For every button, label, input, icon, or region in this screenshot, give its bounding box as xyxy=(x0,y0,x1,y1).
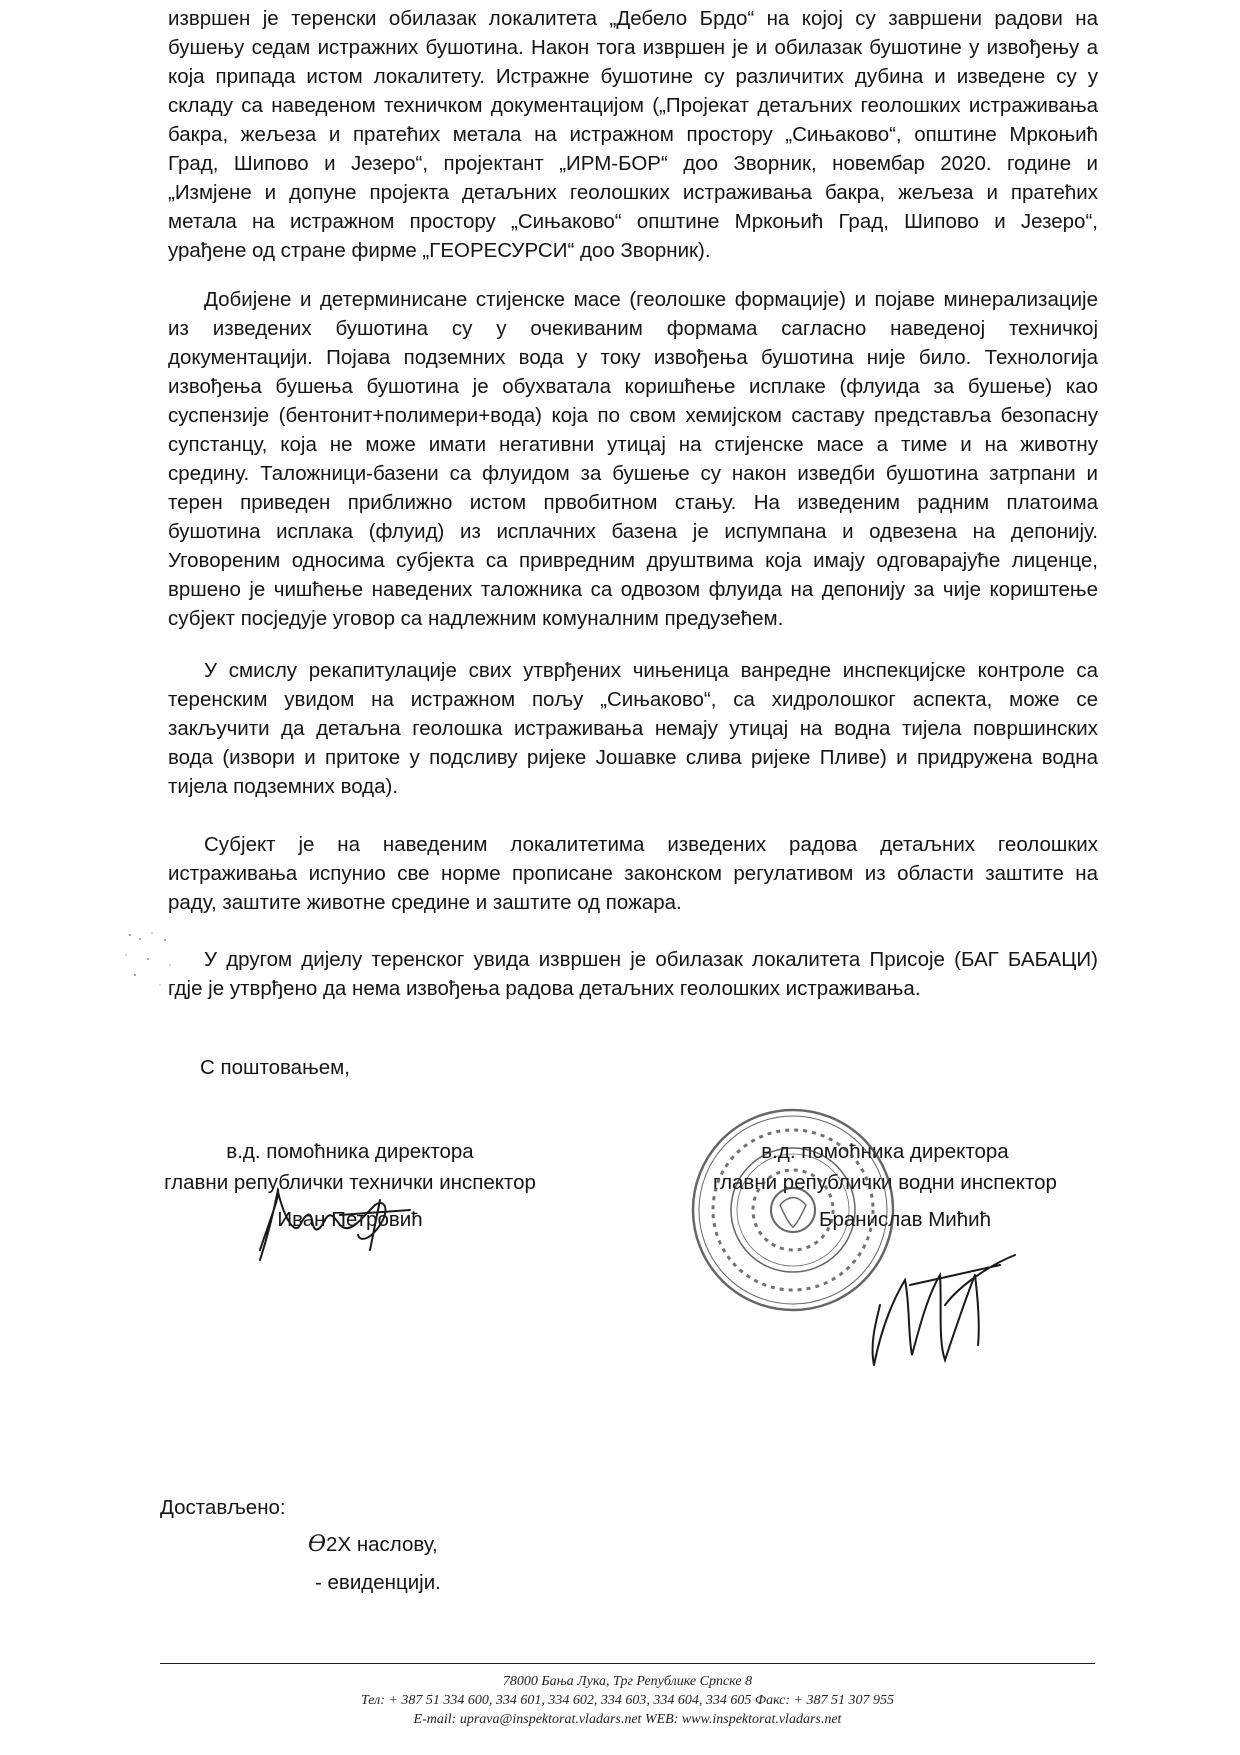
text-line: складу са наведеном техничком документацијом („Пројекат детаљних геолошких истраживања xyxy=(168,94,1098,117)
text-line: вода (извори и притоке у подсливу ријеке Јошавке слива ријеке Пливе) и придружена водна xyxy=(168,746,1098,769)
signatory-role: главни републички водни инспектор xyxy=(713,1171,1057,1194)
text-line: метала на истражном простору „Сињаково“ општине Мркоњић Град, Шипово и Језеро“, xyxy=(168,210,1098,233)
text-line: истраживања испунио све норме прописане законском регулативом из области заштите на xyxy=(168,862,1098,885)
body-paragraph-1 xyxy=(168,4,1098,265)
text-line: извођења бушења бушотина је обухватала коришћење исплаке (флуида за бушење) као xyxy=(168,375,1098,398)
text-line: вршено је чишћење наведених таложника са одвозом флуида на депонију за чије кориштење xyxy=(168,578,1098,601)
text-line: гдје је утврђено да нема извођења радова детаљних геолошких истраживања. xyxy=(168,977,921,1000)
text-line: урађене од стране фирме „ГЕОРЕСУРСИ“ доо Зворник). xyxy=(168,239,711,262)
footer-divider xyxy=(160,1663,1095,1664)
delivery-label: Достављено: xyxy=(160,1496,286,1519)
signatory-title: в.д. помоћника директора xyxy=(226,1140,474,1163)
text-line: терен приведен приближно истом првобитном стању. На изведеним радним платоима xyxy=(168,491,1098,514)
text-line: извршен је теренски обилазак локалитета „Дебело Брдо“ на којој су завршени радови на xyxy=(168,7,1098,30)
text-line: тијела подземних вода). xyxy=(168,775,399,798)
handwritten-mark: ϴ xyxy=(308,1532,327,1557)
text-line: бушотина исплака (флуид) из исплачних базена је испумпана и одвезена на депонију. xyxy=(168,520,1098,543)
text-line: теренским увидом на истражном пољу „Сињаково“, са хидролошког аспекта, може се xyxy=(168,688,1098,711)
text-line: из изведених бушотина су у очекиваним формама сагласно наведеној техничкој xyxy=(168,317,1098,340)
text-line: Субјект је на наведеним локалитетима изведених радова детаљних геолошких xyxy=(204,833,1098,856)
signatory-name: Бранислав Мићић xyxy=(818,1208,991,1231)
text-line: документацији. Појава подземних вода у току извођења бушотина није било. Технологија xyxy=(168,346,1098,369)
signatory-name: Иван Петровић xyxy=(277,1208,423,1231)
text-line: суспензије (бентонит+полимери+вода) која по свом хемијском саставу представља безопасну xyxy=(168,404,1098,427)
text-line: Уговореним односима субјекта са привредним друштвима која имају одговарајуће лиценце, xyxy=(168,549,1098,572)
text-line: У смислу рекапитулације свих утврђених чињеница ванредне инспекцијске контроле са xyxy=(204,659,1098,682)
body-paragraph-2 xyxy=(168,285,1098,633)
body-paragraph-3 xyxy=(168,656,1098,801)
signatory-role: главни републички технички инспектор xyxy=(164,1171,536,1194)
text-line: Добијене и детерминисане стијенске масе (геолошке формације) и појаве минерализације xyxy=(204,288,1098,311)
footer-phones: Тел: + 387 51 334 600, 334 601, 334 602, 334 603, 334 604, 334 605 Факс: + 387 51 307 955 xyxy=(361,1693,894,1708)
delivery-item: ϴ2Х наслову, xyxy=(308,1532,438,1557)
text-line: У другом дијелу теренског увида извршен је обилазак локалитета Присоје (БАГ БАБАЦИ) xyxy=(204,948,1098,971)
text-line: Град, Шипово и Језеро“, пројектант „ИРМ-БОР“ доо Зворник, новембар 2020. године и xyxy=(168,152,1098,175)
footer-web: E-mail: uprava@inspektorat.vladars.net WEB: www.inspektorat.vladars.net xyxy=(413,1712,842,1727)
text-line: „Измјене и допуне пројекта детаљних геолошких истраживања бакра, жељеза и пратећих xyxy=(168,181,1098,204)
footer-address: 78000 Бања Лука, Трг Републике Српске 8 xyxy=(502,1674,753,1689)
scan-noise-dots xyxy=(120,925,190,995)
text-line: раду, заштите животне средине и заштите од пожара. xyxy=(168,891,682,914)
handwritten-signature-left xyxy=(240,1180,430,1270)
body-paragraph-4 xyxy=(168,830,1098,917)
text-line: супстанцу, која не може имати негативни утицај на стијенске масе а тиме и на животну xyxy=(168,433,1098,456)
body-paragraph-5 xyxy=(168,945,1098,1003)
closing-salutation: С поштовањем, xyxy=(200,1056,350,1079)
text-line: која припада истом локалитету. Истражне бушотине су различитих дубина и изведене су у xyxy=(168,65,1098,88)
text-line: бушењу седам истражних бушотина. Након тога извршен је и обилазак бушотине у извођењу а xyxy=(168,36,1098,59)
text-line: субјект посједује уговор са надлежним комуналним предузећем. xyxy=(168,607,784,630)
text-line: закључити да детаљна геолошка истраживања немају утицај на водна тијела површинских xyxy=(168,717,1098,740)
handwritten-signature-right xyxy=(850,1245,1050,1375)
text-line: бакра, жељеза и пратећих метала на истражном простору „Сињаково“, општине Мркоњић xyxy=(168,123,1098,146)
delivery-item: - евиденцији. xyxy=(315,1571,441,1594)
text-line: средину. Таложници-базени са флуидом за бушење су након изведби бушотина затрпани и xyxy=(168,462,1098,485)
signatory-title: в.д. помоћника директора xyxy=(761,1140,1009,1163)
